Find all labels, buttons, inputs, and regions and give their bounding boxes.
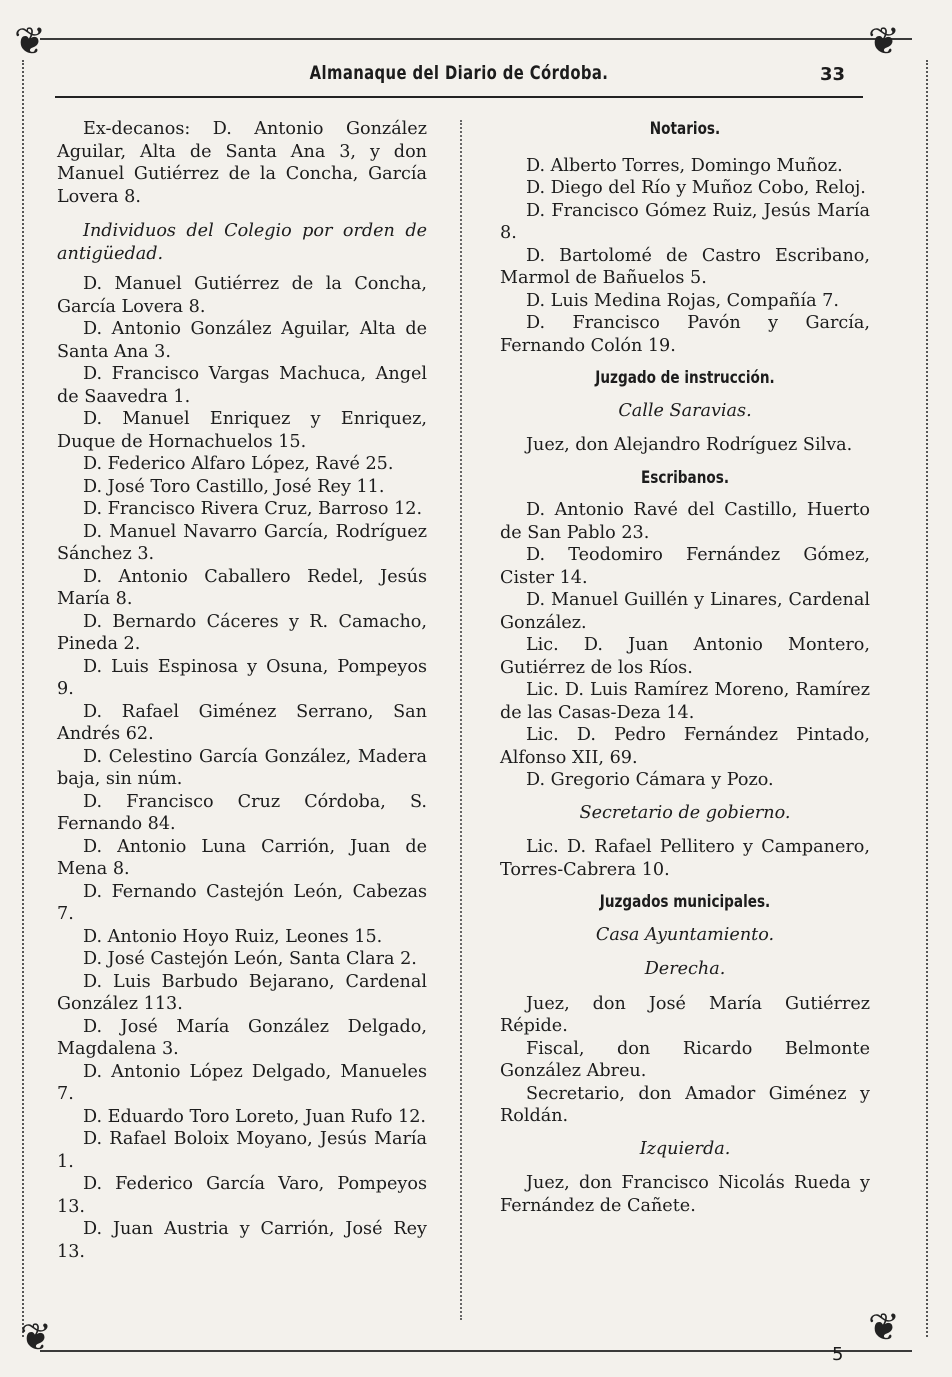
- frame-bottom-border: [40, 1350, 912, 1352]
- page-number: 33: [819, 64, 845, 85]
- list-item: D. Francisco Gómez Ruiz, Jesús María 8.: [500, 200, 870, 243]
- list-item: D. Antonio Caballero Redel, Jesús María 8.: [57, 566, 427, 609]
- list-item: Secretario, don Amador Giménez y Roldán.: [500, 1083, 870, 1126]
- list-item: D. Francisco Rivera Cruz, Barroso 12.: [83, 499, 423, 519]
- list-item: D. Bartolomé de Castro Escribano, Marmol de Bañuelos 5.: [500, 245, 870, 288]
- corner-ornament-icon: ❦: [868, 1305, 900, 1349]
- derecha-list: [500, 993, 870, 1128]
- municipales-heading: Juzgados municipales.: [599, 892, 771, 912]
- municipales-location: Casa Ayuntamiento.: [595, 924, 775, 945]
- list-item: Lic. D. Pedro Fernández Pintado, Alfonso XII, 69.: [500, 725, 870, 768]
- izquierda-heading: Izquierda.: [639, 1138, 731, 1159]
- list-item: D. Antonio Ravé del Castillo, Huerto de San Pablo 23.: [500, 500, 870, 543]
- column-divider: [460, 120, 462, 1320]
- list-item: D. Federico Alfaro López, Ravé 25.: [83, 454, 394, 474]
- frame-left-border: [22, 60, 24, 1337]
- list-item: Fiscal, don Ricardo Belmonte González Abreu.: [500, 1038, 870, 1081]
- list-item: D. José Castejón León, Santa Clara 2.: [83, 949, 417, 969]
- colegio-member-list: [57, 273, 427, 1263]
- list-item: D. Manuel Navarro García, Rodríguez Sánchez 3.: [57, 521, 427, 564]
- frame-right-border: [926, 60, 928, 1337]
- list-item: Juez, don Francisco Nicolás Rueda y Fernández de Cañete.: [500, 1173, 870, 1216]
- list-item: D. Francisco Vargas Machuca, Angel de Saavedra 1.: [57, 364, 427, 407]
- list-item: D. Rafael Boloix Moyano, Jesús María 1.: [57, 1129, 427, 1172]
- list-item: D. Rafael Giménez Serrano, San Andrés 62.: [57, 701, 427, 744]
- list-item: D. Gregorio Cámara y Pozo.: [526, 770, 774, 790]
- list-item: D. Alberto Torres, Domingo Muñoz.: [526, 155, 843, 176]
- page-title: Almanaque del Diario de Córdoba.: [309, 62, 609, 84]
- colegio-subheading: Individuos del Colegio por orden de antigüedad.: [57, 221, 427, 264]
- list-item: Juez, don José María Gutiérrez Répide.: [500, 993, 870, 1036]
- page-header: [55, 60, 863, 98]
- secretario-heading: Secretario de gobierno.: [579, 802, 791, 823]
- list-item: D. Fernando Castejón León, Cabezas 7.: [57, 881, 427, 924]
- list-item: D. Antonio González Aguilar, Alta de Santa Ana 3.: [57, 319, 427, 362]
- list-item: D. José María González Delgado, Magdalena 3.: [57, 1016, 427, 1059]
- list-item: D. Luis Barbudo Bejarano, Cardenal González 113.: [57, 971, 427, 1014]
- notarios-list: [500, 155, 870, 358]
- corner-ornament-icon: ❦: [14, 19, 46, 63]
- list-item: D. Eduardo Toro Loreto, Juan Rufo 12.: [83, 1106, 427, 1127]
- list-item: D. Francisco Cruz Córdoba, S. Fernando 84.: [57, 791, 427, 834]
- list-item: D. Bernardo Cáceres y R. Camacho, Pineda 2.: [57, 611, 427, 654]
- notarios-heading: Notarios.: [649, 119, 721, 139]
- list-item: D. Antonio Hoyo Ruiz, Leones 15.: [83, 926, 383, 947]
- escribanos-list: [500, 499, 870, 792]
- juzgado-address: Calle Saravias.: [618, 400, 752, 421]
- derecha-heading: Derecha.: [644, 959, 726, 979]
- corner-ornament-icon: ❦: [868, 19, 900, 63]
- corner-ornament-icon: ❦: [20, 1315, 52, 1359]
- frame-top-border: [40, 38, 912, 40]
- juzgado-heading: Juzgado de instrucción.: [595, 368, 775, 388]
- list-item: D. Federico García Varo, Pompeyos 13.: [57, 1174, 427, 1217]
- right-column: [500, 118, 870, 1217]
- list-item: D. Luis Espinosa y Osuna, Pompeyos 9.: [57, 656, 427, 699]
- escribanos-heading: Escribanos.: [640, 467, 730, 488]
- list-item: D. José Toro Castillo, José Rey 11.: [83, 476, 385, 497]
- list-item: Lic. D. Juan Antonio Montero, Gutiérrez de los Ríos.: [500, 635, 870, 678]
- izquierda-list: [500, 1172, 870, 1217]
- list-item: D. Manuel Gutiérrez de la Concha, García Lovera 8.: [57, 274, 427, 317]
- list-item: D. Antonio López Delgado, Manueles 7.: [57, 1061, 427, 1104]
- list-item: D. Juan Austria y Carrión, José Rey 13.: [57, 1219, 427, 1262]
- secretario-entry: Lic. D. Rafael Pellitero y Campanero, Torres-Cabrera 10.: [500, 837, 870, 880]
- ex-decanos-paragraph: Ex-decanos: D. Antonio González Aguilar, Alta de Santa Ana 3, y don Manuel Gutiérrez de la Concha, García Lovera 8.: [57, 119, 427, 207]
- signature-mark: 5: [832, 1344, 844, 1365]
- list-item: D. Luis Medina Rojas, Compañía 7.: [526, 290, 839, 311]
- list-item: D. Francisco Pavón y García, Fernando Colón 19.: [500, 313, 870, 356]
- left-column: [57, 118, 427, 1263]
- juzgado-judge: Juez, don Alejandro Rodríguez Silva.: [526, 435, 853, 455]
- list-item: Lic. D. Luis Ramírez Moreno, Ramírez de las Casas-Deza 14.: [500, 680, 870, 723]
- list-item: D. Diego del Río y Muñoz Cobo, Reloj.: [526, 178, 866, 198]
- list-item: D. Manuel Enriquez y Enriquez, Duque de Hornachuelos 15.: [57, 409, 427, 452]
- list-item: D. Manuel Guillén y Linares, Cardenal González.: [500, 590, 870, 633]
- list-item: D. Teodomiro Fernández Gómez, Cister 14.: [500, 545, 870, 588]
- list-item: D. Antonio Luna Carrión, Juan de Mena 8.: [57, 836, 427, 879]
- list-item: D. Celestino García González, Madera baja, sin núm.: [57, 746, 427, 789]
